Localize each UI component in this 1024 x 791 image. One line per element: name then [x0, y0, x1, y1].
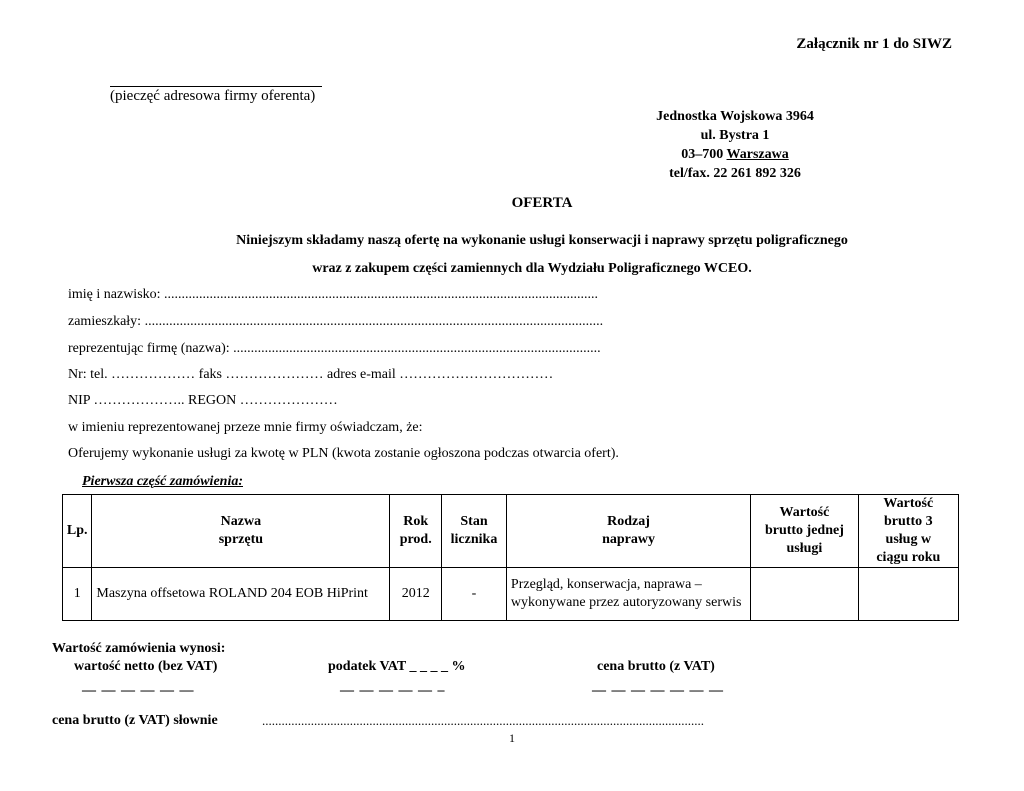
- header-unit-value: Wartość brutto jednej usługi: [751, 495, 858, 568]
- gross-value-label: cena brutto (z VAT): [597, 659, 715, 674]
- offer-text: Oferujemy wykonanie usługi za kwotę w PLN (kwota zostanie ogłoszona podczas otwarcia ofert).: [68, 446, 619, 461]
- recipient-postal: 03–700: [681, 147, 727, 162]
- header-lp: Lp.: [63, 495, 92, 568]
- recipient-address: [600, 107, 870, 183]
- recipient-phone: tel/fax. 22 261 892 326: [669, 166, 801, 181]
- intro-line-1: Niniejszym składamy naszą ofertę na wykonanie usługi konserwacji i naprawy sprzętu poligraficznego: [236, 233, 848, 248]
- cell-counter: -: [442, 568, 507, 621]
- stamp-signature-line: [110, 86, 322, 87]
- gross-value-blank[interactable]: — — — — — — —: [592, 683, 724, 698]
- net-value-blank[interactable]: — — — — — —: [82, 683, 195, 698]
- cell-total-value[interactable]: [858, 568, 958, 621]
- cell-repair-type: Przegląd, konserwacja, naprawa – wykonywane przez autoryzowany serwis: [506, 568, 750, 621]
- contact-field[interactable]: Nr: tel. ……………… faks ………………… adres e-mail ……………………………: [68, 367, 554, 382]
- recipient-street: ul. Bystra 1: [700, 128, 770, 143]
- header-total-value: Wartość brutto 3 usług w ciągu roku: [858, 495, 958, 568]
- page-number: 1: [509, 731, 515, 745]
- recipient-city: Warszawa: [726, 147, 789, 162]
- recipient-unit: Jednostka Wojskowa 3964: [656, 109, 814, 124]
- summary-title: Wartość zamówienia wynosi:: [52, 641, 226, 656]
- net-value-label: wartość netto (bez VAT): [74, 659, 218, 674]
- header-name: Nazwa sprzętu: [92, 495, 390, 568]
- table-header-row: [63, 495, 959, 568]
- company-field[interactable]: reprezentując firmę (nazwa): .........................................................................................................: [68, 341, 601, 356]
- recipient-city-line: [600, 145, 870, 164]
- address-field[interactable]: zamieszkały: ...................................................................................................................................: [68, 314, 604, 329]
- document-title: OFERTA: [511, 195, 573, 211]
- cell-equipment-name: Maszyna offsetowa ROLAND 204 EOB HiPrint: [92, 568, 390, 621]
- vat-blank[interactable]: — — — — — –: [340, 683, 446, 698]
- part-heading: Pierwsza część zamówienia:: [82, 474, 243, 489]
- cell-year: 2012: [390, 568, 442, 621]
- nip-regon-field[interactable]: NIP ……………….. REGON …………………: [68, 393, 338, 408]
- header-year: Rok prod.: [390, 495, 442, 568]
- intro-line-2: wraz z zakupem części zamiennych dla Wydziału Poligraficznego WCEO.: [312, 261, 752, 276]
- gross-in-words-field[interactable]: ........................................................................................................................................: [262, 713, 704, 728]
- stamp-label: (pieczęć adresowa firmy oferenta): [110, 88, 316, 104]
- attachment-label: Załącznik nr 1 do SIWZ: [796, 36, 952, 52]
- table-row: [63, 568, 959, 621]
- gross-in-words-label: cena brutto (z VAT) słownie: [52, 713, 218, 728]
- declaration-text: w imieniu reprezentowanej przeze mnie firmy oświadczam, że:: [68, 420, 423, 435]
- cell-unit-value[interactable]: [751, 568, 858, 621]
- header-repair-type: Rodzaj naprawy: [506, 495, 750, 568]
- cell-lp: 1: [63, 568, 92, 621]
- name-field[interactable]: imię i nazwisko: ............................................................................................................................: [68, 287, 599, 302]
- header-counter: Stan licznika: [442, 495, 507, 568]
- vat-label: podatek VAT _ _ _ _ %: [328, 659, 466, 674]
- offer-table: [62, 494, 959, 621]
